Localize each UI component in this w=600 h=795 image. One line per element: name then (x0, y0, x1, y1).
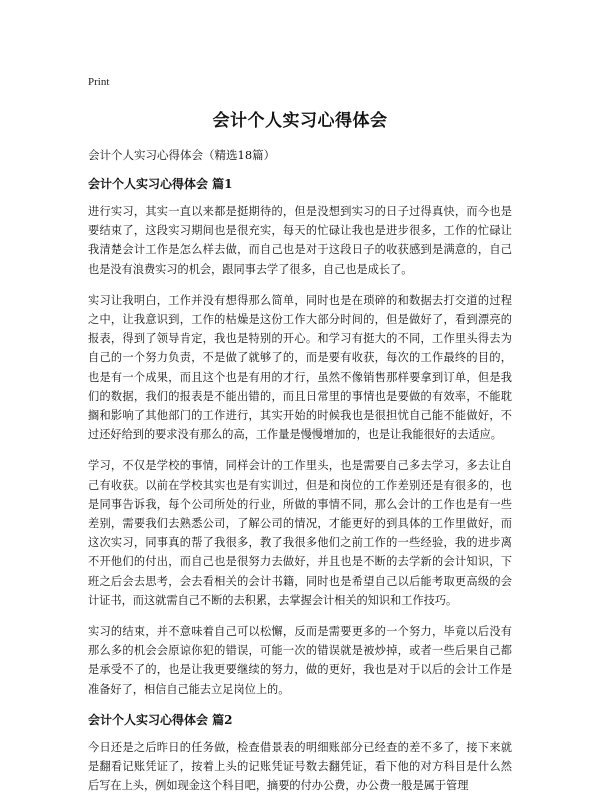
paragraph: 实习的结束，并不意味着自己可以松懈，反而是需要更多的一个努力，毕竟以后没有那么多的机会会原谅你犯的错误，可能一次的错误就是被炒掉，或者一些后果自己都是承受不了的，也是让我更要继续的努力，做的更好，我也是对于以后的会计工作是准备好了，相信自己能去立足岗位上的。 (88, 625, 512, 696)
section-2 (88, 711, 512, 795)
section-heading: 会计个人实习心得体会 篇2 (88, 712, 233, 727)
paragraph: 进行实习，其实一直以来都是挺期待的，但是没想到实习的日子过得真快，而今也是要结束了，这段实习期间也是很充实，每天的忙碌让我也是进步很多，工作的忙碌让我清楚会计工作是怎么样去做，而自己也是对于这段日子的收获感到是满意的，自己也是没有浪费实习的机会，跟同事去学了很多，自己也是成长了。 (88, 205, 512, 276)
document-subtitle: 会计个人实习心得体会（精选18篇） (88, 148, 276, 162)
paragraph: 实习让我明白，工作并没有想得那么简单，同时也是在琐碎的和数据去打交道的过程之中，让我意识到，工作的枯燥是这份工作大部分时间的，但是做好了，看到漂亮的报表，得到了领导肯定，我也是特别的开心。和学习有挺大的不同，工作里头得去为自己的一个努力负责，不是做了就够了的，而是要有收获，每次的工作最终的目的，也是有一个成果，而且这个也是有用的才行，虽然不像销售那样要拿到订单，但是我们的数据，我们的报表是不能出错的，而且日常里的事情也是要做的有效率，不能耽搁和影响了其他部门的工作进行，其实开始的时候我也是很担忧自己能不能做好，不过还好给到的要求没有那么的高，工作量是慢慢增加的，也是让我能很好的去适应。 (88, 293, 512, 442)
paragraph: 学习，不仅是学校的事情，同样会计的工作里头，也是需要自己多去学习，多去让自己有收获。以前在学校其实也是有实训过，但是和岗位的工作差别还是有很多的，也是同事告诉我，每个公司所处的行业，所做的事情不同，那么会计的工作也是有一些差别，需要我们去熟悉公司，了解公司的情况，才能更好的到具体的工作里做好，而这次实习，同事真的帮了我很多，教了我很多他们之前工作的一些经验，我的进步离不开他们的付出，而自己也是很努力去做好，并且也是不断的去学新的会计知识，下班之后会去思考，会去看相关的会计书籍，同时也是希望自己以后能考取更高级的会计证书，而这就需自己不断的去积累，去掌握会计相关的知识和工作技巧。 (88, 459, 512, 607)
document-title: 会计个人实习心得体会 (212, 111, 388, 131)
print-link[interactable]: Print (88, 76, 110, 88)
section-1 (88, 175, 512, 699)
section-heading: 会计个人实习心得体会 篇1 (88, 177, 233, 191)
paragraph: 今日还是之后昨日的任务做，检查借景表的明细账部分已经查的差不多了，接下来就是翻看记账凭证了，按着上头的记账凭证号数去翻凭证，看下他的对方科目是什么然后写在上头，例如现金这个科目吧，摘要的付办公费，办公费一般是属于管理 (88, 740, 512, 793)
